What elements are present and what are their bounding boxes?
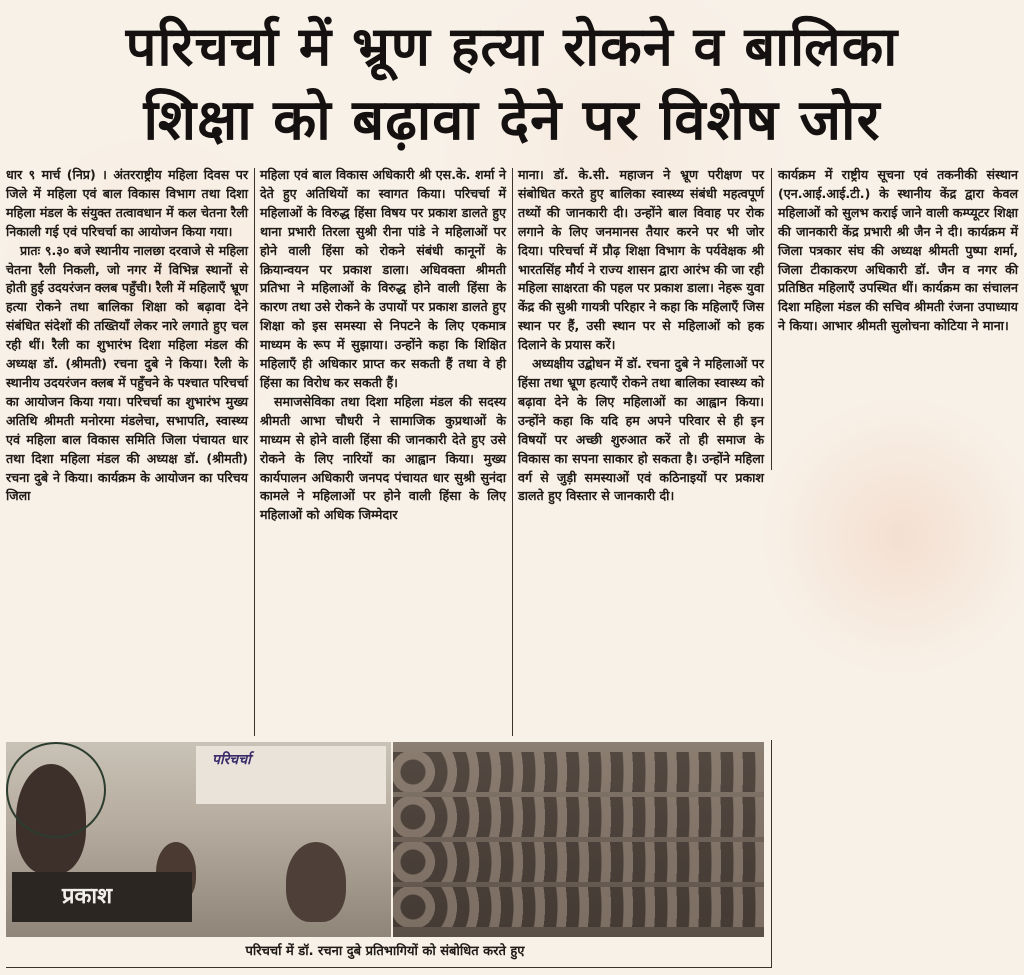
column-rule (512, 168, 513, 736)
paragraph: महिला एवं बाल विकास अधिकारी श्री एस.के. शर्मा ने देते हुए अतिथियों का स्वागत किया। परिचर्चा में महिलाओं के विरुद्ध हिंसा विषय पर प्रकाश डालते हुए थाना प्रभारी तिरला सुश्री रीना पांडे ने महिलाओं पर होने वाली हिंसा को रोकने संबंधी कानूनों के क्रियान्वयन पर प्रकाश डाला। अधिवक्ता श्रीमती प्रतिभा ने महिलाओं के विरुद्ध होने वाली हिंसा के कारण तथा उसे रोकने के उपायों पर प्रकाश डालते हुए शिक्षा को इस समस्या से निपटने के लिए एकमात्र माध्यम के रूप में सुझाया। उन्होंने कहा कि शिक्षित महिलाएँ ही अधिकार प्राप्त कर सकती हैं तथा वे ही हिंसा का विरोध कर सकती हैं। (260, 167, 506, 390)
circle-annotation (6, 742, 106, 838)
event-photo-audience (393, 742, 764, 937)
photo-caption: परिचर्चा में डॉ. रचना दुबे प्रतिभागियों को संबोधित करते हुए (245, 944, 525, 959)
podium (12, 872, 192, 922)
bottom-rule (6, 967, 771, 968)
article-column-4 (778, 166, 1018, 466)
column-rule (771, 740, 772, 968)
banner-text: परिचर्चा (212, 752, 251, 768)
paragraph: अध्यक्षीय उद्बोधन में डॉ. रचना दुबे ने महिलाओं पर हिंसा तथा भ्रूण हत्याएँ रोकने तथा बालिका स्वास्थ्य को बढ़ावा देने के लिए महिलाओं का आह्वान किया। उन्होंने कहा कि यदि हम अपने परिवार से ही इन विषयों पर अच्छी शुरुआत करें तो ही समाज के विकास का सपना साकार हो सकता है। उन्होंने महिला वर्ग से जुड़ी समस्याओं एवं कठिनाइयों पर प्रकाश डालते हुए विस्तार से जानकारी दी। (518, 356, 764, 504)
headline-line-1: परिचर्चा में भ्रूण हत्या रोकने व बालिका (125, 15, 899, 78)
event-photo-speaker (6, 742, 391, 937)
article-column-3 (518, 166, 764, 734)
column-rule (771, 168, 772, 470)
audience-row (393, 797, 764, 837)
podium-text: प्रकाश (62, 884, 113, 909)
audience-row (393, 752, 764, 792)
article-column-2 (260, 166, 506, 736)
article-column-1 (6, 166, 248, 736)
paragraph: कार्यक्रम में राष्ट्रीय सूचना एवं तकनीकी संस्थान (एन.आई.आई.टी.) के स्थानीय केंद्र द्वारा केवल महिलाओं को सुलभ कराई जाने वाली कम्प्यूटर शिक्षा की जानकारी केंद्र प्रभारी श्री जैन ने दी। कार्यक्रम में जिला पत्रकार संघ की अध्यक्ष श्रीमती पुष्पा शर्मा, जिला टीकाकरण अधिकारी डॉ. जैन व नगर की प्रतिष्ठित महिलाएँ उपस्थित थीं। कार्यक्रम का संचालन दिशा महिला मंडल की सचिव श्रीमती रंजना उपाध्याय ने किया। आभार श्रीमती सुलोचना कोटिया ने माना। (778, 167, 1018, 334)
paragraph: प्रातः ९.३० बजे स्थानीय नालछा दरवाजे से महिला चेतना रैली निकली, जो नगर में विभिन्न स्थानों से होती हुई उदयरंजन क्लब पहुँची। रैली में महिलाएँ भ्रूण हत्या रोकने तथा बालिका शिक्षा को बढ़ावा देने संबंधित संदेशों की तख्तियाँ लेकर नारे लगाते हुए चल रही थीं। रैली का शुभारंभ दिशा महिला मंडल की अध्यक्ष डॉ. (श्रीमती) रचना दुबे ने किया। रैली के स्थानीय उदयरंजन क्लब में पहुँचने के पश्चात परिचर्चा का आयोजन किया गया। परिचर्चा का शुभारंभ मुख्य अतिथि श्रीमती मनोरमा मंडलेचा, सभापति, स्वास्थ्य एवं महिला बाल विकास समिति जिला पंचायत धार तथा दिशा महिला मंडल की अध्यक्ष डॉ. (श्रीमती) रचना दुबे ने किया। कार्यक्रम के आयोजन का परिचय जिला (6, 242, 248, 504)
column-rule (254, 168, 255, 736)
audience-row (393, 887, 764, 927)
paragraph: माना। डॉ. के.सी. महाजन ने भ्रूण परीक्षण पर संबोधित करते हुए बालिका स्वास्थ्य संबंधी महत्वपूर्ण तथ्यों की जानकारी दी। उन्होंने बाल विवाह पर रोक लगाने के लिए जनमानस तैयार करने पर भी जोर दिया। परिचर्चा में प्रौढ़ शिक्षा विभाग के पर्यवेक्षक श्री भारतसिंह मौर्य ने राज्य शासन द्वारा आरंभ की जा रही महिला साक्षरता की पहल पर प्रकाश डाला। नेहरू युवा केंद्र की सुश्री गायत्री परिहार ने कहा कि महिलाएँ जिस स्थान पर हैं, उसी स्थान पर से महिलाओं को हक दिलाने के प्रयास करें। (518, 167, 764, 353)
paragraph: समाजसेविका तथा दिशा महिला मंडल की सदस्य श्रीमती आभा चौधरी ने सामाजिक कुप्रथाओं के माध्यम से होने वाली हिंसा की जानकारी देते हुए उसे रोकने के लिए नारियों का आह्वान किया। मुख्य कार्यपालन अधिकारी जनपद पंचायत धार सुश्री सुनंदा कामले ने महिलाओं पर होने वाली हिंसा के लिए महिलाओं को अधिक जिम्मेदार (260, 393, 506, 523)
audience-row (393, 842, 764, 882)
event-banner (196, 746, 386, 804)
paragraph: धार ९ मार्च (निप्र) । अंतरराष्ट्रीय महिला दिवस पर जिले में महिला एवं बाल विकास विभाग तथा दिशा महिला मंडल के संयुक्त तत्वावधान में कल चेतना रैली निकाली गई एवं परिचर्चा का आयोजन किया गया। (6, 167, 248, 239)
person-figure (286, 842, 346, 922)
headline-line-2: शिक्षा को बढ़ावा देने पर विशेष जोर (143, 88, 881, 153)
